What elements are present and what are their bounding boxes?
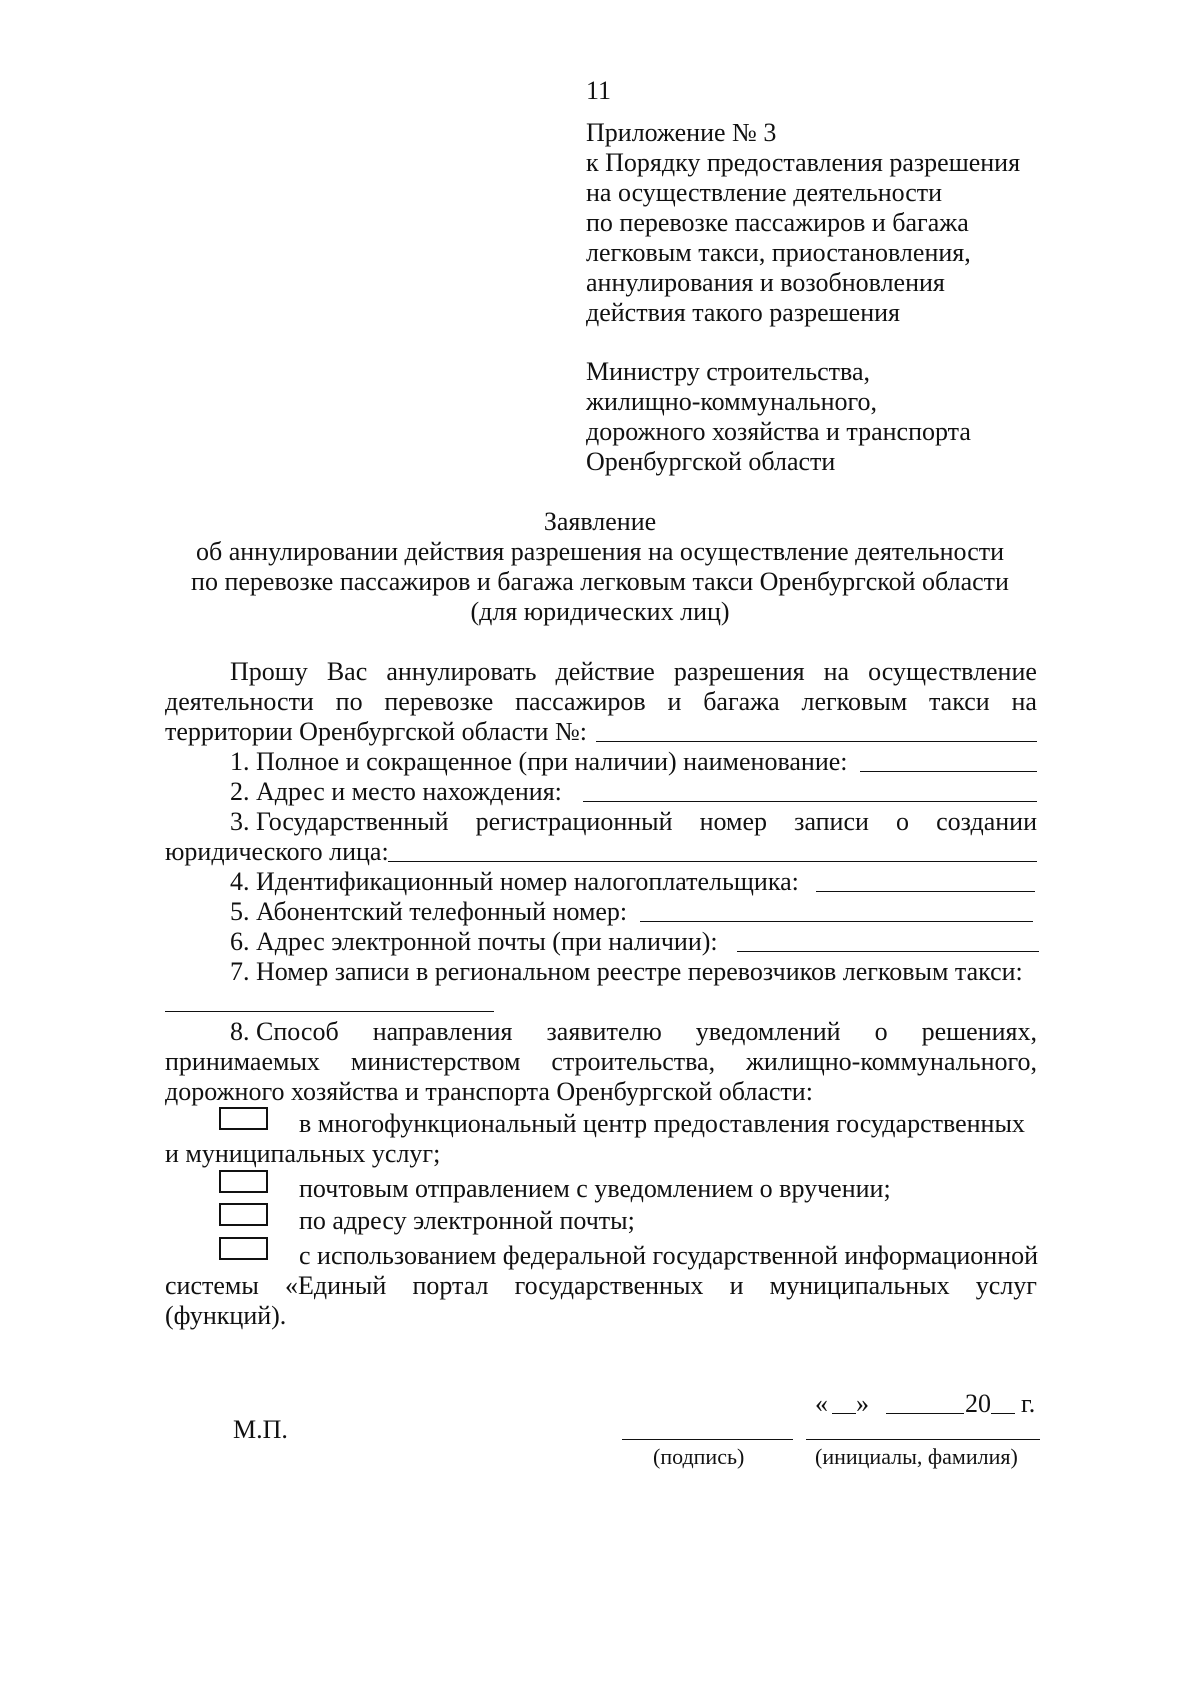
word: деятельности	[165, 687, 314, 716]
item-8-line-2	[165, 1047, 1037, 1077]
word: Прошу	[230, 657, 308, 686]
option-portal-label-cont	[165, 1271, 1037, 1301]
inn-field[interactable]	[816, 891, 1035, 892]
addressee-line: жилищно-коммунального,	[586, 387, 878, 416]
appendix-line: действия такого разрешения	[586, 298, 900, 327]
registry-number-field[interactable]	[165, 1011, 494, 1012]
option-email-checkbox[interactable]	[219, 1203, 268, 1226]
word: разрешения	[673, 657, 805, 686]
name-field[interactable]	[806, 1439, 1040, 1440]
word: действие	[555, 657, 655, 686]
item-8-line-3: дорожного хозяйства и транспорта Оренбургской области:	[165, 1077, 813, 1106]
item-1-label: 1. Полное и сокращенное (при наличии) наименование:	[230, 747, 848, 776]
stamp-placeholder: М.П.	[233, 1415, 288, 1444]
appendix-line: аннулирования и возобновления	[586, 268, 945, 297]
word: на	[823, 657, 850, 686]
word: по	[335, 687, 363, 716]
item-4-label: 4. Идентификационный номер налогоплательщика:	[230, 867, 799, 896]
option-portal-checkbox[interactable]	[219, 1237, 268, 1260]
appendix-line: к Порядку предоставления разрешения	[586, 148, 1021, 177]
addressee-line: дорожного хозяйства и транспорта	[586, 417, 971, 446]
addressee-line: Министру строительства,	[586, 357, 870, 386]
item-2-label: 2. Адрес и место нахождения:	[230, 777, 562, 806]
word: портал	[412, 1271, 489, 1300]
word: легковым	[801, 687, 908, 716]
option-post-label: почтовым отправлением с уведомлением о вручении;	[299, 1174, 891, 1203]
date-year-suffix: г.	[1021, 1389, 1036, 1418]
option-mfc-checkbox[interactable]	[219, 1107, 268, 1130]
word: Вас	[326, 657, 368, 686]
word: министерством	[350, 1047, 521, 1076]
date-day-field[interactable]	[832, 1413, 856, 1414]
item-3-line-2: юридического лица:	[165, 837, 389, 866]
date-month-field[interactable]	[886, 1413, 964, 1414]
word: направления	[372, 1017, 513, 1046]
appendix-title: Приложение № 3	[586, 118, 777, 147]
option-mfc-label: в многофункциональный центр предоставления государственных	[299, 1109, 1025, 1138]
document-subtitle-line: (для юридических лиц)	[470, 597, 730, 626]
word: и	[729, 1271, 744, 1300]
word: системы	[165, 1271, 259, 1300]
registration-number-field[interactable]	[388, 861, 1037, 862]
word: пассажиров	[515, 687, 646, 716]
item-8-line-1	[230, 1017, 1037, 1047]
word: перевозке	[384, 687, 494, 716]
intro-line-2	[165, 687, 1037, 717]
word: заявителю	[546, 1017, 662, 1046]
appendix-line: легковым такси, приостановления,	[586, 238, 971, 267]
word: уведомлений	[695, 1017, 841, 1046]
email-field[interactable]	[737, 951, 1039, 952]
signature-field[interactable]	[622, 1439, 793, 1440]
option-portal-label: с использованием федеральной государственной информационной	[299, 1241, 1039, 1270]
option-email-label: по адресу электронной почты;	[299, 1206, 635, 1235]
word: жилищно-коммунального,	[745, 1047, 1037, 1076]
date-year-prefix: 20	[965, 1389, 991, 1418]
word: о	[874, 1017, 888, 1046]
item-3-line-1	[230, 807, 1037, 837]
page-number: 11	[586, 76, 612, 105]
word: создании	[936, 807, 1037, 836]
date-year-field[interactable]	[991, 1413, 1015, 1414]
word: такси	[929, 687, 990, 716]
document-subtitle-line: об аннулировании действия разрешения на осуществление деятельности	[195, 537, 1005, 566]
word: «Единый	[284, 1271, 387, 1300]
document-title: Заявление	[543, 507, 657, 536]
permit-number-field[interactable]	[596, 741, 1037, 742]
date-open-quote: «	[815, 1389, 828, 1418]
word: о	[896, 807, 910, 836]
full-name-field[interactable]	[860, 771, 1037, 772]
name-caption: (инициалы, фамилия)	[815, 1444, 1018, 1469]
word: строительства,	[551, 1047, 716, 1076]
appendix-line: на осуществление деятельности	[586, 178, 943, 207]
option-portal-label-end: (функций).	[165, 1301, 287, 1330]
intro-line-1	[230, 657, 1037, 687]
signature-caption: (подпись)	[653, 1444, 745, 1469]
item-5-label: 5. Абонентский телефонный номер:	[230, 897, 628, 926]
word: багажа	[703, 687, 780, 716]
word: государственных	[514, 1271, 704, 1300]
word: и	[667, 687, 682, 716]
address-field[interactable]	[583, 801, 1037, 802]
word: номер	[699, 807, 768, 836]
word: принимаемых	[165, 1047, 320, 1076]
word: регистрационный	[475, 807, 673, 836]
word: 8. Способ	[230, 1017, 339, 1046]
word: на	[1011, 687, 1037, 716]
phone-field[interactable]	[640, 921, 1033, 922]
option-mfc-label-cont: и муниципальных услуг;	[165, 1139, 441, 1168]
word: аннулировать	[386, 657, 537, 686]
word: муниципальных	[769, 1271, 950, 1300]
addressee-line: Оренбургской области	[586, 447, 836, 476]
word: услуг	[975, 1271, 1037, 1300]
word: решениях,	[921, 1017, 1037, 1046]
item-7-label: 7. Номер записи в региональном реестре перевозчиков легковым такси:	[230, 957, 1023, 986]
word: записи	[794, 807, 869, 836]
date-close-quote: »	[856, 1389, 869, 1418]
word: осуществление	[868, 657, 1037, 686]
option-post-checkbox[interactable]	[219, 1170, 268, 1193]
item-6-label: 6. Адрес электронной почты (при наличии):	[230, 927, 718, 956]
intro-line-3: территории Оренбургской области №:	[165, 717, 588, 746]
document-subtitle-line: по перевозке пассажиров и багажа легковым такси Оренбургской области	[191, 567, 1009, 596]
word: 3. Государственный	[230, 807, 449, 836]
appendix-line: по перевозке пассажиров и багажа	[586, 208, 969, 237]
